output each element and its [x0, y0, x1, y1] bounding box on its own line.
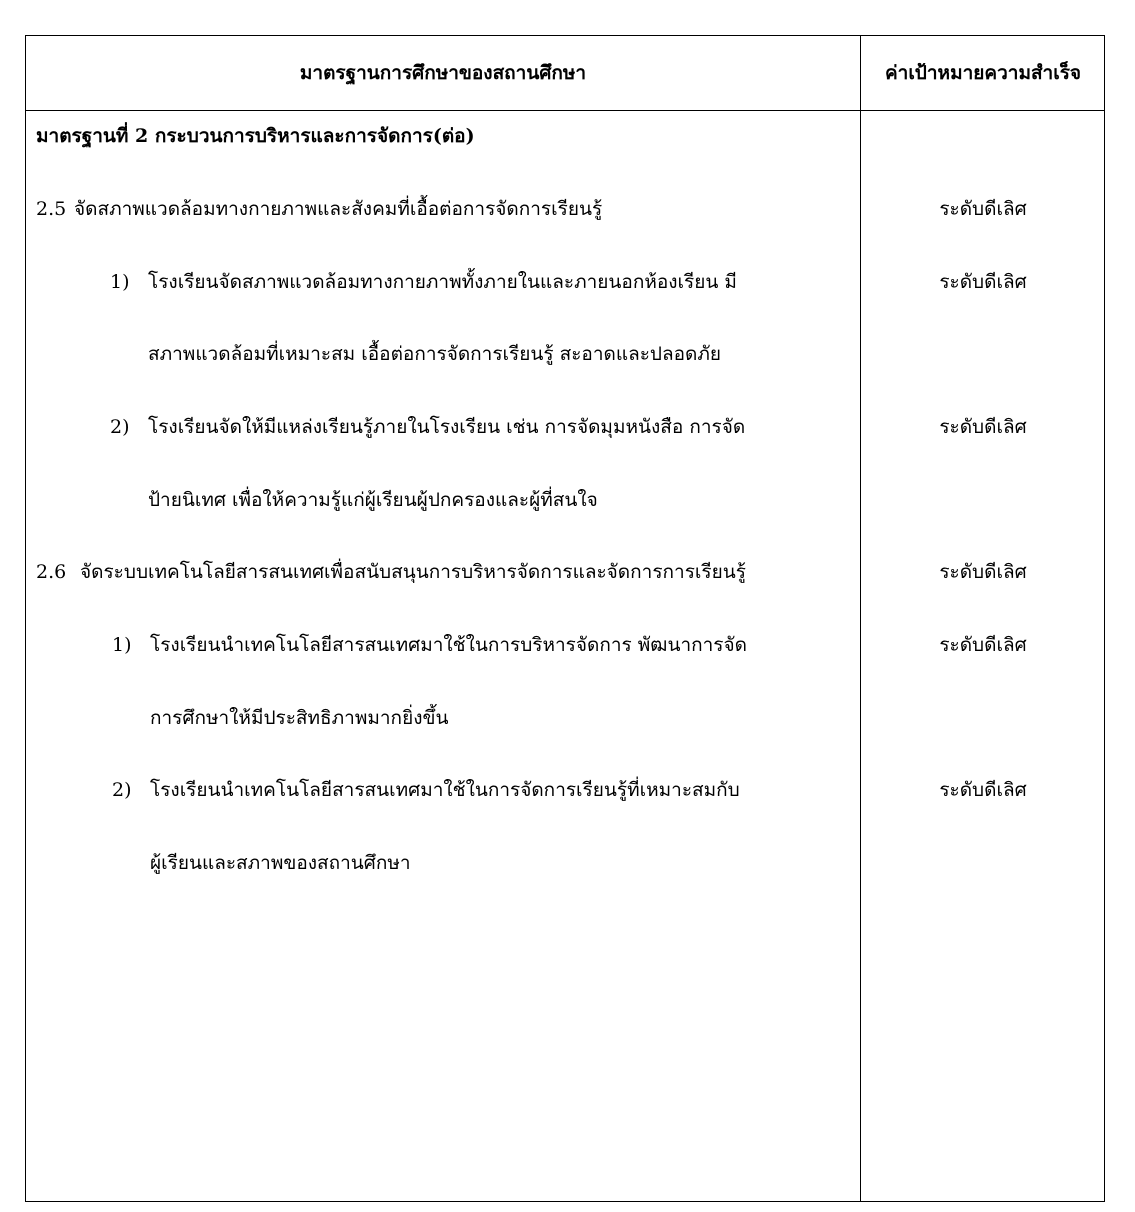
subitem-line-continued: การศึกษาให้มีประสิทธิภาพมากยิ่งขึ้น [150, 707, 449, 729]
item-text-2-5: จัดสภาพแวดล้อมทางกายภาพและสังคมที่เอื้อต่อการจัดการเรียนรู้ [74, 198, 603, 220]
subitem-target: ระดับดีเลิศ [939, 271, 1027, 293]
subitem-number: 1) [110, 271, 130, 293]
subitem-line: โรงเรียนจัดให้มีแหล่งเรียนรู้ภายในโรงเรียน เช่น การจัดมุมหนังสือ การจัด [148, 416, 746, 438]
subitem-line: โรงเรียนจัดสภาพแวดล้อมทางกายภาพทั้งภายในและภายนอกห้องเรียน มี [148, 271, 737, 293]
subitem-line-continued: ผู้เรียนและสภาพของสถานศึกษา [150, 852, 411, 874]
subitem-target: ระดับดีเลิศ [939, 416, 1027, 438]
item-target-2-6: ระดับดีเลิศ [939, 561, 1027, 583]
item-text-2-6: จัดระบบเทคโนโลยีสารสนเทศเพื่อสนับสนุนการบริหารจัดการและจัดการการเรียนรู้ [80, 561, 746, 583]
standard-title: มาตรฐานที่ 2 กระบวนการบริหารและการจัดการ(ต่อ) [36, 125, 475, 147]
subitem-line-continued: ป้ายนิเทศ เพื่อให้ความรู้แก่ผู้เรียนผู้ปกครองและผู้ที่สนใจ [148, 489, 598, 511]
item-target-2-5: ระดับดีเลิศ [939, 198, 1027, 220]
header-divider [26, 110, 1104, 111]
subitem-target: ระดับดีเลิศ [939, 779, 1027, 801]
item-code-2-6: 2.6 [36, 561, 67, 583]
subitem-number: 1) [112, 634, 132, 656]
subitem-line-continued: สภาพแวดล้อมที่เหมาะสม เอื้อต่อการจัดการเรียนรู้ สะอาดและปลอดภัย [148, 343, 722, 365]
subitem-target: ระดับดีเลิศ [939, 634, 1027, 656]
item-code-2-5: 2.5 [36, 198, 67, 220]
standards-table [25, 35, 1105, 1202]
subitem-number: 2) [110, 416, 130, 438]
header-standards: มาตรฐานการศึกษาของสถานศึกษา [299, 62, 587, 84]
header-target: ค่าเป้าหมายความสำเร็จ [884, 62, 1082, 84]
subitem-number: 2) [112, 779, 132, 801]
subitem-line: โรงเรียนนำเทคโนโลยีสารสนเทศมาใช้ในการบริหารจัดการ พัฒนาการจัด [150, 634, 747, 656]
subitem-line: โรงเรียนนำเทคโนโลยีสารสนเทศมาใช้ในการจัดการเรียนรู้ที่เหมาะสมกับ [150, 779, 740, 801]
